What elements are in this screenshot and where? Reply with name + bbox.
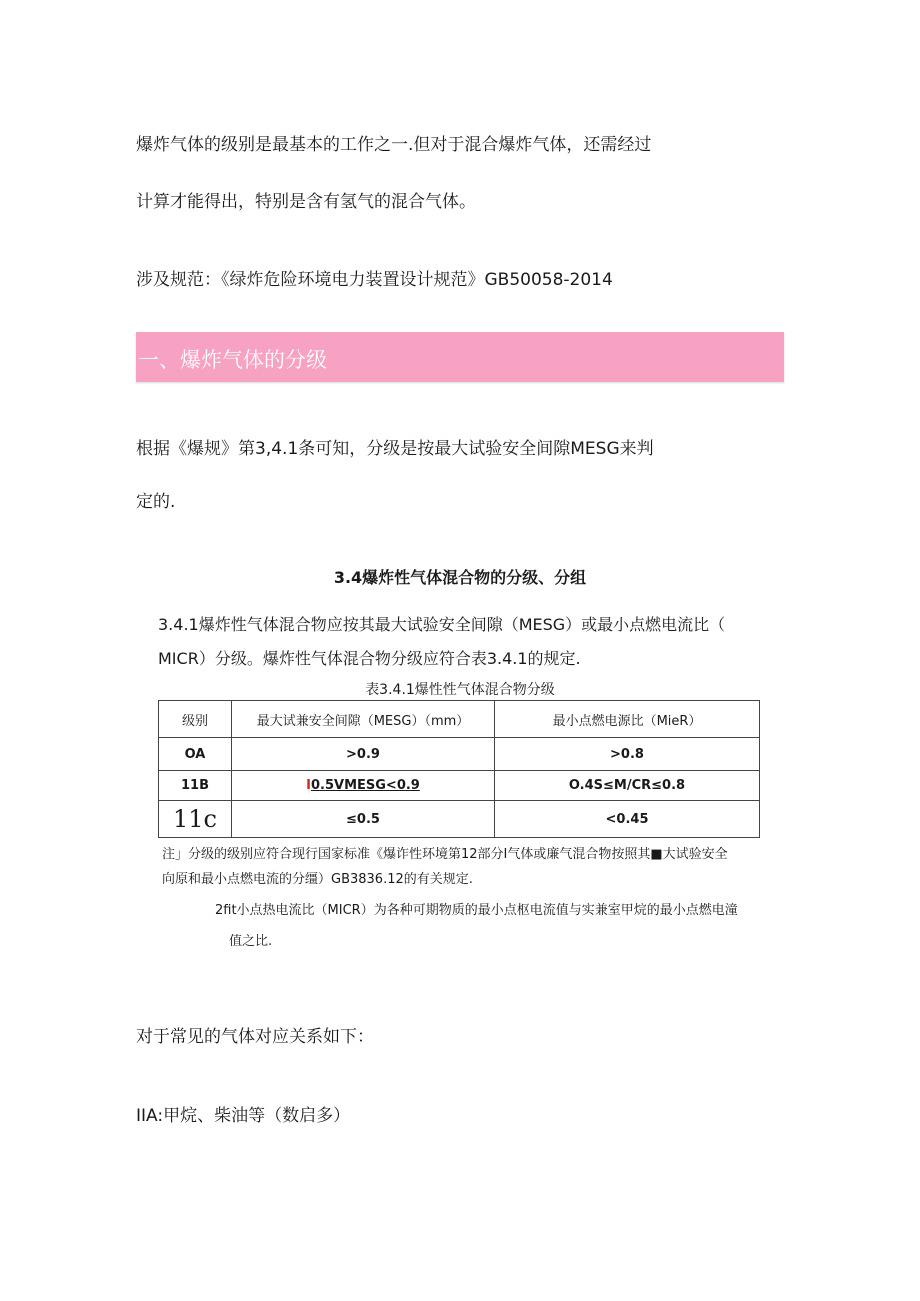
section-title: 一、爆炸气体的分级 — [138, 348, 327, 372]
note1-line1: 注」分级的级别应符合现行国家标准《爆诈性环境第12部分I气体或廉气混合物按照其■大试验安全 — [162, 847, 728, 862]
grade-table — [158, 700, 760, 838]
cell-micr: O.4S≤M/CR≤0.8 — [495, 771, 760, 801]
cell-mesg: >0.9 — [232, 738, 495, 771]
intro-paragraph-line2: 计算才能得出，特别是含有氢气的混合气体。 — [136, 192, 476, 212]
note1-line2: 向原和最小点燃电流的分缰）GB3836.12的有关规定. — [162, 872, 473, 887]
intro-paragraph-line1: 爆炸气体的级别是最基本的工作之一.但对于混合爆炸气体，还需经过 — [136, 135, 652, 155]
cell-mesg — [232, 771, 495, 801]
table-header-row — [159, 701, 760, 738]
clause-text-line2: MICR）分级。爆炸性气体混合物分级应符合表3.4.1的规定. — [158, 649, 581, 668]
table-row — [159, 801, 760, 838]
closing-paragraph: 对于常见的气体对应关系如下： — [136, 1027, 374, 1047]
standard-reference: 涉及规范：《绿炸危险环境电力装置设计规范》GB50058-2014 — [136, 270, 613, 290]
cell-micr: <0.45 — [495, 801, 760, 838]
table-row — [159, 738, 760, 771]
cell-mesg: ≤0.5 — [232, 801, 495, 838]
gas-class-iia: IIA:甲烷、柴油等（数启多） — [136, 1106, 351, 1126]
note2-line1: 2fit小点热电流比（MICR）为各种可期物质的最小点枢电流值与实兼室甲烷的最小点燃电潼 — [215, 903, 738, 918]
clause-text-line1: 3.4.1爆炸性气体混合物应按其最大试验安全间隙（MESG）或最小点燃电流比（ — [158, 615, 726, 634]
cell-grade: OA — [159, 738, 232, 771]
excerpt-section-title: 3.4爆炸性气体混合物的分级、分组 — [333, 568, 587, 587]
cell-grade: 11c — [159, 801, 232, 838]
section-banner — [136, 332, 784, 382]
cell-micr: >0.8 — [495, 738, 760, 771]
table-caption: 表3.4.1爆性性气体混合物分级 — [365, 682, 555, 698]
header-micr: 最小点燃电源比（MieR） — [495, 701, 760, 738]
note2-line2: 值之比. — [229, 934, 273, 949]
cell-mesg-mark: I — [306, 778, 311, 793]
header-mesg: 最大试兼安全间隙（MESG）（mm） — [232, 701, 495, 738]
table-row — [159, 771, 760, 801]
body-paragraph-line1: 根据《爆规》第3,4.1条可知，分级是按最大试验安全间隙MESG来判 — [136, 439, 654, 459]
header-grade: 级别 — [159, 701, 232, 738]
cell-mesg-value: 0.5VMESG<0.9 — [310, 778, 420, 793]
body-paragraph-line2: 定的. — [136, 492, 176, 512]
cell-grade: 11B — [159, 771, 232, 801]
